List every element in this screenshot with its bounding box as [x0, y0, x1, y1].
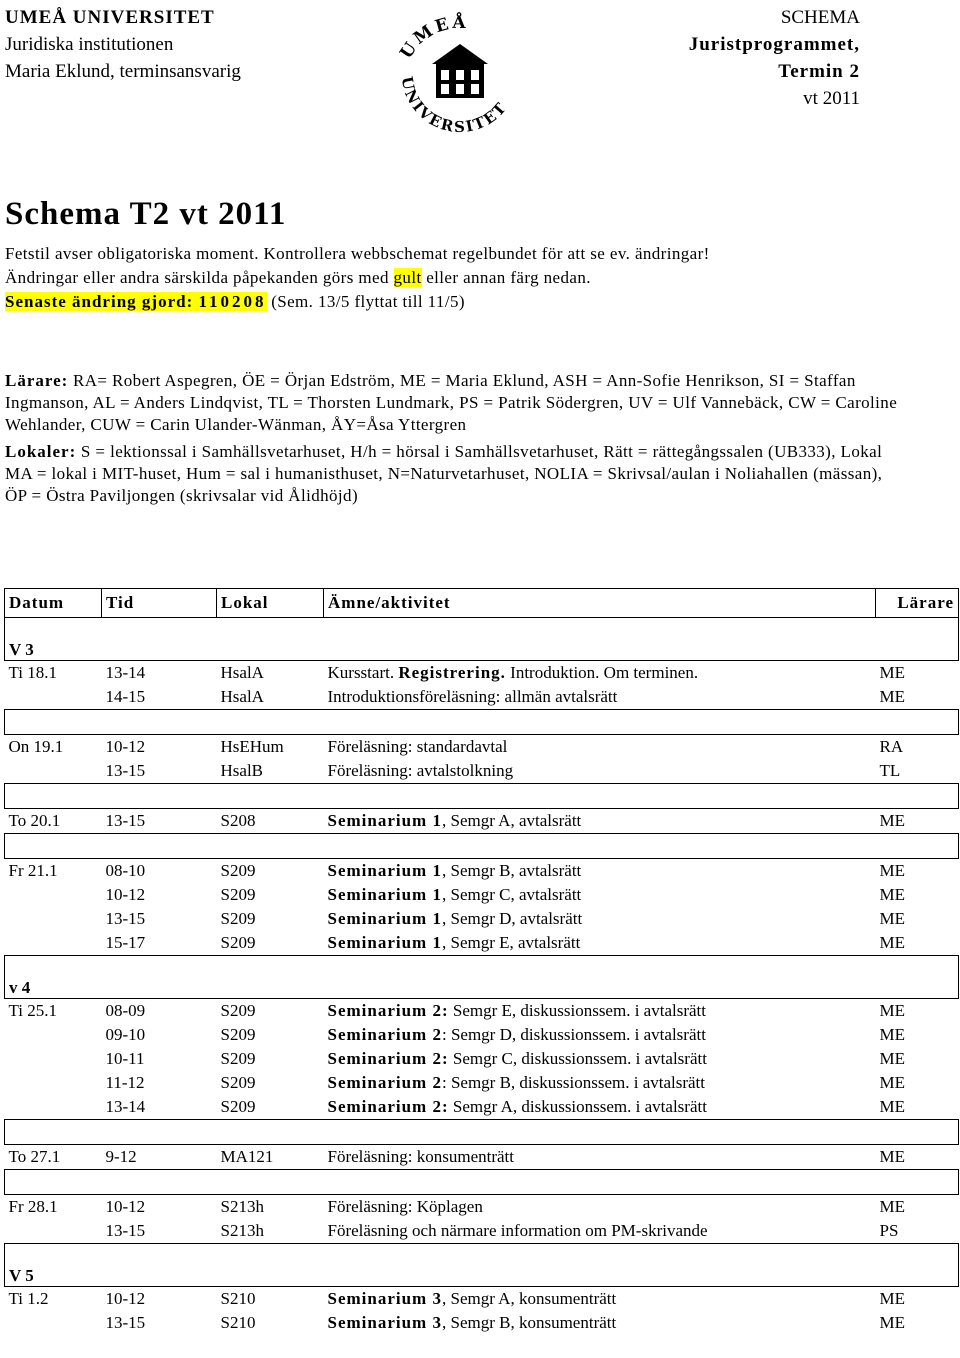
date-cell	[5, 1047, 102, 1071]
date-cell	[5, 931, 102, 956]
activity-cell	[324, 907, 876, 931]
activity-text: Introduktion. Om terminen.	[505, 663, 699, 682]
activity-text: , Semgr D, avtalsrätt	[441, 909, 583, 928]
room-cell: S209	[220, 1097, 256, 1116]
activity-text: Föreläsning: konsumenträtt	[327, 1147, 515, 1166]
activity-text: Föreläsning: Köplagen	[327, 1197, 483, 1216]
week-row	[5, 618, 959, 661]
date-cell	[5, 883, 102, 907]
activity-text: Introduktionsföreläsning: allmän avtalsrätt	[327, 687, 618, 706]
schedule-row	[5, 1311, 959, 1335]
page-title: Schema T2 vt 2011	[5, 196, 287, 232]
date-cell: Fr 21.1	[8, 861, 58, 880]
teachers-legend	[5, 370, 905, 436]
spacer-row	[5, 834, 959, 859]
schedule-row	[5, 1145, 959, 1170]
week-label: V 3	[5, 618, 959, 661]
activity-bold-text: Seminarium 1	[327, 933, 442, 952]
time-cell: 09-10	[105, 1025, 146, 1044]
activity-text: Föreläsning: standardavtal	[327, 737, 508, 756]
activity-bold-text: Seminarium 2:	[327, 1097, 449, 1116]
date-cell: Ti 1.2	[8, 1289, 49, 1308]
week-row	[5, 956, 959, 999]
teacher-cell: ME	[879, 1313, 905, 1332]
schedule-row	[5, 1047, 959, 1071]
col-header-date: Datum	[5, 589, 102, 618]
schedule-row	[5, 735, 959, 760]
legend-section	[5, 370, 905, 512]
room-cell: S209	[220, 1073, 256, 1092]
rooms-legend	[5, 441, 905, 507]
activity-text: , Semgr E, avtalsrätt	[441, 933, 581, 952]
schedule-row	[5, 1071, 959, 1095]
date-cell: On 19.1	[8, 737, 64, 756]
week-label: V 5	[5, 1244, 959, 1287]
intro-line-1: Fetstil avser obligatoriska moment. Kontrollera webbschemat regelbundet för att se ev. ändringar!	[5, 244, 710, 263]
activity-bold-text: Seminarium 1	[327, 861, 442, 880]
schedule-row	[5, 907, 959, 931]
activity-text: Semgr A, diskussionssem. i avtalsrätt	[448, 1097, 707, 1116]
time-cell: 10-12	[105, 885, 146, 904]
teacher-cell: ME	[879, 1025, 905, 1044]
room-cell: S209	[220, 861, 256, 880]
teacher-cell: ME	[879, 1097, 905, 1116]
date-cell: Fr 28.1	[8, 1197, 58, 1216]
activity-cell	[324, 1145, 876, 1170]
room-cell: S210	[220, 1289, 256, 1308]
intro-line-2-text: Ändringar eller andra särskilda påpekanden görs med	[5, 268, 394, 287]
activity-text: , Semgr A, avtalsrätt	[441, 811, 582, 830]
col-header-room: Lokal	[217, 589, 324, 618]
spacer-cell	[5, 784, 959, 809]
schedule-row	[5, 1287, 959, 1312]
rooms-text: S = lektionssal i Samhällsvetarhuset, H/h = hörsal i Samhällsvetarhuset, Rätt = rättegångssalen (UB333), Lokal MA = lokal i MIT-huset, Hum = sal i humanisthuset, N=Naturvetarhuset, NOLIA = Skrivsal/aulan i Noliahallen (mässan), ÖP = Östra Paviljongen (skrivsalar vid Ålidhöjd)	[5, 442, 883, 505]
schedule-row	[5, 859, 959, 884]
week-label: v 4	[5, 956, 959, 999]
date-cell	[5, 1311, 102, 1335]
room-cell: MA121	[220, 1147, 274, 1166]
activity-cell	[324, 859, 876, 884]
time-cell: 13-15	[105, 811, 146, 830]
date-cell	[5, 759, 102, 784]
teacher-cell: RA	[879, 737, 904, 756]
activity-cell	[324, 661, 876, 686]
intro-line-2	[5, 266, 710, 290]
teacher-cell: ME	[879, 687, 905, 706]
teacher-cell: ME	[879, 909, 905, 928]
teacher-cell: PS	[879, 1221, 899, 1240]
activity-cell	[324, 809, 876, 834]
spacer-row	[5, 710, 959, 735]
teacher-cell: ME	[879, 1289, 905, 1308]
col-header-time: Tid	[102, 589, 217, 618]
schedule-row	[5, 1195, 959, 1220]
activity-bold-text: Seminarium 2:	[327, 1001, 449, 1020]
activity-bold-text: Seminarium 2	[327, 1073, 442, 1092]
room-cell: S213h	[220, 1221, 264, 1240]
activity-text: Kursstart.	[327, 663, 399, 682]
svg-text:UNIVERSITET: UNIVERSITET	[397, 75, 511, 137]
time-cell: 11-12	[105, 1073, 145, 1092]
room-cell: S209	[220, 1001, 256, 1020]
room-cell: S209	[220, 933, 256, 952]
teacher-cell: ME	[879, 933, 905, 952]
activity-text: Föreläsning: avtalstolkning	[327, 761, 514, 780]
teacher-cell: ME	[879, 1049, 905, 1068]
activity-bold-text: Seminarium 3	[327, 1313, 442, 1332]
activity-cell	[324, 1095, 876, 1120]
date-cell	[5, 1071, 102, 1095]
activity-text: : Semgr B, diskussionssem. i avtalsrätt	[441, 1073, 706, 1092]
date-cell: Ti 18.1	[8, 663, 58, 682]
teachers-label: Lärare:	[5, 371, 69, 390]
schedule-row	[5, 999, 959, 1024]
time-cell: 14-15	[105, 687, 146, 706]
rooms-label: Lokaler:	[5, 442, 77, 461]
spacer-row	[5, 1170, 959, 1195]
activity-cell	[324, 1287, 876, 1312]
week-row	[5, 1244, 959, 1287]
latest-change-label-text: Senaste ändring gjord:	[5, 292, 194, 311]
schedule-row	[5, 809, 959, 834]
program-name: Juristprogrammet,	[688, 34, 860, 55]
latest-change-date: 110208	[198, 292, 267, 311]
time-cell: 13-15	[105, 1221, 146, 1240]
time-cell: 13-15	[105, 761, 146, 780]
activity-cell	[324, 999, 876, 1024]
teacher-cell: ME	[879, 861, 905, 880]
activity-bold-text: Seminarium 2:	[327, 1049, 449, 1068]
date-cell	[5, 1095, 102, 1120]
teacher-cell: ME	[879, 1001, 905, 1020]
latest-change-note: (Sem. 13/5 flyttat till 11/5)	[266, 292, 465, 311]
time-cell: 9-12	[105, 1147, 137, 1166]
time-cell: 10-12	[105, 1197, 146, 1216]
date-cell	[5, 907, 102, 931]
spacer-cell	[5, 1120, 959, 1145]
teacher-cell: ME	[879, 1197, 905, 1216]
teacher-cell: ME	[879, 1147, 905, 1166]
spacer-row	[5, 1120, 959, 1145]
schedule-row	[5, 685, 959, 710]
teacher-cell: ME	[879, 663, 905, 682]
teachers-text: RA= Robert Aspegren, ÖE = Örjan Edström, ME = Maria Eklund, ASH = Ann-Sofie Henrikson, SI = Staffan Ingmanson, AL = Anders Lindqvist, TL = Thorsten Lundmark, PS = Patrik Södergren, UV = Ulf Vannebäck, CW = Caroline Wehlander, CUW = Carin Ulander-Wänman, ÅY=Åsa Yttergren	[5, 371, 898, 434]
schedule-row	[5, 1023, 959, 1047]
header-right	[689, 4, 860, 112]
spacer-cell	[5, 710, 959, 735]
latest-change	[5, 290, 710, 314]
date-cell	[5, 1219, 102, 1244]
schedule-row	[5, 1095, 959, 1120]
activity-text: , Semgr C, avtalsrätt	[441, 885, 582, 904]
activity-cell	[324, 759, 876, 784]
activity-bold-text: Seminarium 3	[327, 1289, 442, 1308]
date-cell: To 27.1	[8, 1147, 61, 1166]
date-cell	[5, 1023, 102, 1047]
activity-text: , Semgr B, konsumenträtt	[441, 1313, 617, 1332]
activity-cell	[324, 1311, 876, 1335]
col-header-activity: Ämne/aktivitet	[324, 589, 876, 618]
room-cell: S210	[220, 1313, 256, 1332]
latest-change-label	[5, 292, 267, 311]
room-cell: S209	[220, 1049, 256, 1068]
room-cell: S213h	[220, 1197, 264, 1216]
schedule-row	[5, 931, 959, 956]
teacher-cell: ME	[879, 811, 905, 830]
intro-line-2-tail: eller annan färg nedan.	[421, 268, 591, 287]
activity-cell	[324, 1195, 876, 1220]
activity-bold-text: Seminarium 1	[327, 811, 442, 830]
spacer-cell	[5, 1170, 959, 1195]
time-cell: 13-14	[105, 1097, 146, 1116]
room-cell: S209	[220, 885, 256, 904]
time-cell: 13-15	[105, 1313, 146, 1332]
room-cell: S209	[220, 909, 256, 928]
university-name: UMEÅ UNIVERSITET	[5, 7, 215, 28]
activity-cell	[324, 931, 876, 956]
room-cell: S209	[220, 1025, 256, 1044]
department-name: Juridiska institutionen	[5, 34, 174, 55]
activity-bold-text: Registrering.	[398, 663, 506, 682]
spacer-cell	[5, 834, 959, 859]
schedule-row	[5, 1219, 959, 1244]
time-cell: 08-10	[105, 861, 146, 880]
activity-bold-text: Seminarium 1	[327, 885, 442, 904]
activity-text: , Semgr B, avtalsrätt	[441, 861, 582, 880]
activity-cell	[324, 1219, 876, 1244]
highlight-word: gult	[393, 268, 422, 287]
responsible-teacher: Maria Eklund, terminsansvarig	[5, 61, 241, 82]
room-cell: HsalA	[220, 687, 264, 706]
header-left	[5, 4, 241, 85]
time-cell: 13-14	[105, 663, 146, 682]
schedule-table	[4, 588, 959, 1335]
time-cell: 13-15	[105, 909, 146, 928]
date-cell	[5, 685, 102, 710]
spacer-row	[5, 784, 959, 809]
activity-text: Semgr E, diskussionssem. i avtalsrätt	[448, 1001, 706, 1020]
semester: vt 2011	[803, 88, 860, 109]
date-cell: To 20.1	[8, 811, 61, 830]
activity-text: : Semgr D, diskussionssem. i avtalsrätt	[441, 1025, 706, 1044]
teacher-cell: ME	[879, 1073, 905, 1092]
activity-text: Semgr C, diskussionssem. i avtalsrätt	[448, 1049, 707, 1068]
schedule-row	[5, 883, 959, 907]
activity-cell	[324, 883, 876, 907]
time-cell: 10-12	[105, 737, 146, 756]
time-cell: 15-17	[105, 933, 146, 952]
teacher-cell: TL	[879, 761, 901, 780]
room-cell: HsalB	[220, 761, 263, 780]
room-cell: HsEHum	[220, 737, 284, 756]
room-cell: HsalA	[220, 663, 264, 682]
university-seal-logo	[386, 4, 534, 152]
term: Termin 2	[778, 61, 860, 82]
activity-cell	[324, 1047, 876, 1071]
activity-bold-text: Seminarium 2	[327, 1025, 442, 1044]
activity-text: Föreläsning och närmare information om PM-skrivande	[327, 1221, 708, 1240]
activity-cell	[324, 685, 876, 710]
activity-cell	[324, 735, 876, 760]
time-cell: 08-09	[105, 1001, 146, 1020]
svg-text:UMEÅ: UMEÅ	[396, 12, 469, 63]
activity-bold-text: Seminarium 1	[327, 909, 442, 928]
document-type: SCHEMA	[780, 7, 860, 28]
schedule-header-row	[5, 589, 959, 618]
schedule-row	[5, 759, 959, 784]
col-header-teacher: Lärare	[876, 589, 959, 618]
time-cell: 10-12	[105, 1289, 146, 1308]
schedule-row	[5, 661, 959, 686]
activity-cell	[324, 1023, 876, 1047]
teacher-cell: ME	[879, 885, 905, 904]
activity-text: , Semgr A, konsumenträtt	[441, 1289, 617, 1308]
room-cell: S208	[220, 811, 256, 830]
date-cell: Ti 25.1	[8, 1001, 58, 1020]
time-cell: 10-11	[105, 1049, 145, 1068]
intro-notes	[5, 242, 710, 314]
activity-cell	[324, 1071, 876, 1095]
